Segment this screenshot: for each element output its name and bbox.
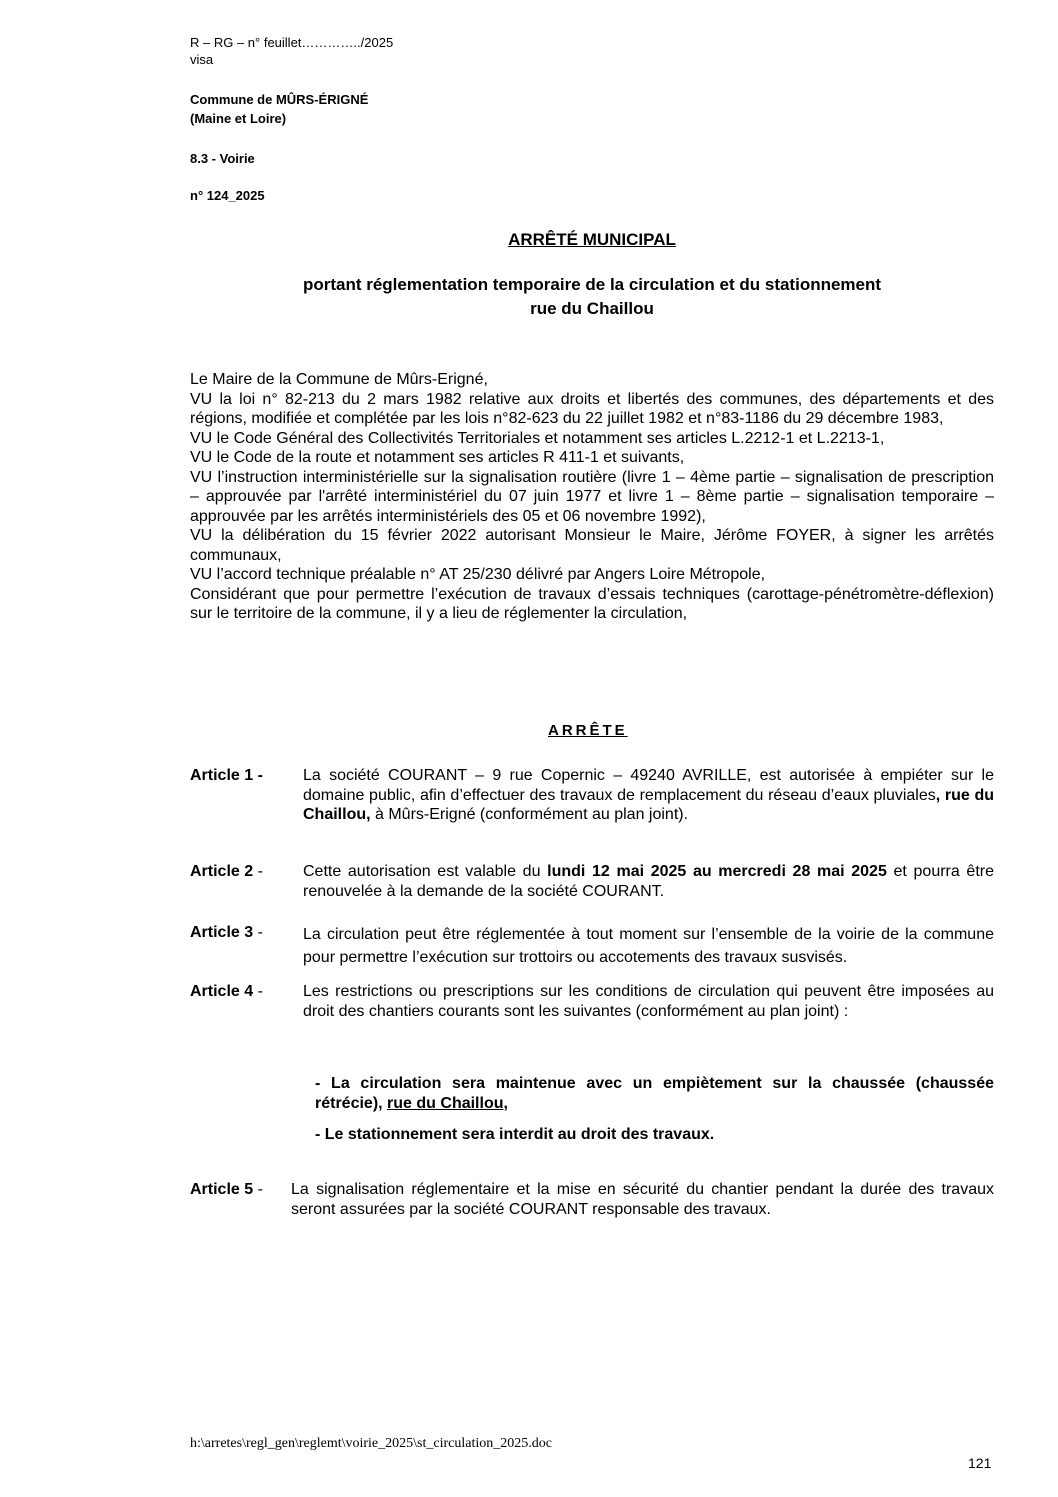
feuillet-line: R – RG – n° feuillet…………../2025 — [190, 35, 394, 50]
arrete-heading: ARRÊTE — [548, 722, 628, 739]
preamble — [190, 370, 994, 624]
preamble-paragraph: VU la loi n° 82-213 du 2 mars 1982 relative aux droits et libertés des communes, des départements et des régions, modifiée et complétée par les lois n°82-623 du 22 juillet 1982 et n°83-1186 du 29 décembre 1983, — [190, 390, 994, 427]
subtitle — [190, 273, 994, 321]
preamble-paragraph: Considérant que pour permettre l’exécution de travaux d’essais techniques (carottage-pénétromètre-déflexion) sur le territoire de la commune, il y a lieu de réglementer la circulation, — [190, 585, 994, 622]
page-number: 121 — [968, 1455, 992, 1471]
preamble-paragraph: VU la délibération du 15 février 2022 autorisant Monsieur le Maire, Jérôme FOYER, à signer les arrêtés communaux, — [190, 527, 994, 564]
preamble-paragraph: VU le Code Général des Collectivités Territoriales et notamment ses articles L.2212-1 et L.2213-1, — [190, 429, 885, 447]
preamble-paragraph: VU l’instruction interministérielle sur la signalisation routière (livre 1 – 4ème partie – signalisation de prescription – approuvée par l'arrêté interministériel du 07 juin 1977 et livre 1 – 8ème partie – signalisation temporaire – approuvée par les arrêtés interministériels des 05 et 06 novembre 1992), — [190, 468, 994, 525]
preamble-paragraph: VU le Code de la route et notamment ses articles R 411-1 et suivants, — [190, 449, 685, 466]
subtitle-line-1: portant réglementation temporaire de la circulation et du stationnement — [302, 275, 882, 294]
article-3-label: Article 3 - — [190, 924, 263, 941]
article-4-text: Les restrictions ou prescriptions sur les conditions de circulation qui peuvent être imposées au droit des chantiers courants sont les suivantes (conformément au plan joint) : — [303, 983, 994, 1020]
article-1-label: Article 1 - — [190, 767, 263, 784]
decree-number: n° 124_2025 — [190, 188, 265, 203]
file-path: h:\arretes\regl_gen\reglemt\voirie_2025\st_circulation_2025.doc — [190, 1436, 552, 1451]
visa-line: visa — [190, 52, 214, 67]
subtitle-line-2: rue du Chaillou — [530, 299, 654, 318]
article-1-text: La société COURANT – 9 rue Copernic – 49240 AVRILLE, est autorisée à empiéter sur le domaine public, afin d’effectuer des travaux de remplacement du réseau d’eaux pluviales, rue du Chaillou, à Mûrs-Erigné (conformément au plan joint). — [303, 767, 994, 823]
article-5-label: Article 5 - — [190, 1181, 263, 1198]
commune-name: Commune de MÛRS-ÉRIGNÉ — [190, 92, 369, 107]
article-4-item-1: - La circulation sera maintenue avec un empiètement sur la chaussée (chaussée rétrécie), rue du Chaillou, — [315, 1075, 994, 1112]
article-4-item-2: - Le stationnement sera interdit au droit des travaux. — [315, 1126, 715, 1143]
preamble-paragraph: Le Maire de la Commune de Mûrs-Erigné, — [190, 371, 488, 388]
article-4-label: Article 4 - — [190, 983, 263, 1000]
page-title: ARRÊTÉ MUNICIPAL — [508, 230, 676, 249]
article-2-label: Article 2 - — [190, 863, 263, 880]
header-ref — [190, 34, 393, 68]
commune-block — [190, 90, 368, 128]
category-label: 8.3 - Voirie — [190, 151, 255, 166]
department-name: (Maine et Loire) — [190, 111, 287, 126]
article-3-text: La circulation peut être réglementée à tout moment sur l’ensemble de la voirie de la commune pour permettre l’exécution sur trottoirs ou accotements des travaux susvisés. — [303, 926, 994, 966]
article-5-text: La signalisation réglementaire et la mise en sécurité du chantier pendant la durée des travaux seront assurées par la société COURANT responsable des travaux. — [291, 1181, 994, 1218]
preamble-paragraph: VU l’accord technique préalable n° AT 25/230 délivré par Angers Loire Métropole, — [190, 566, 766, 583]
article-2-text: Cette autorisation est valable du lundi 12 mai 2025 au mercredi 28 mai 2025 et pourra être renouvelée à la demande de la société COURANT. — [303, 863, 994, 900]
